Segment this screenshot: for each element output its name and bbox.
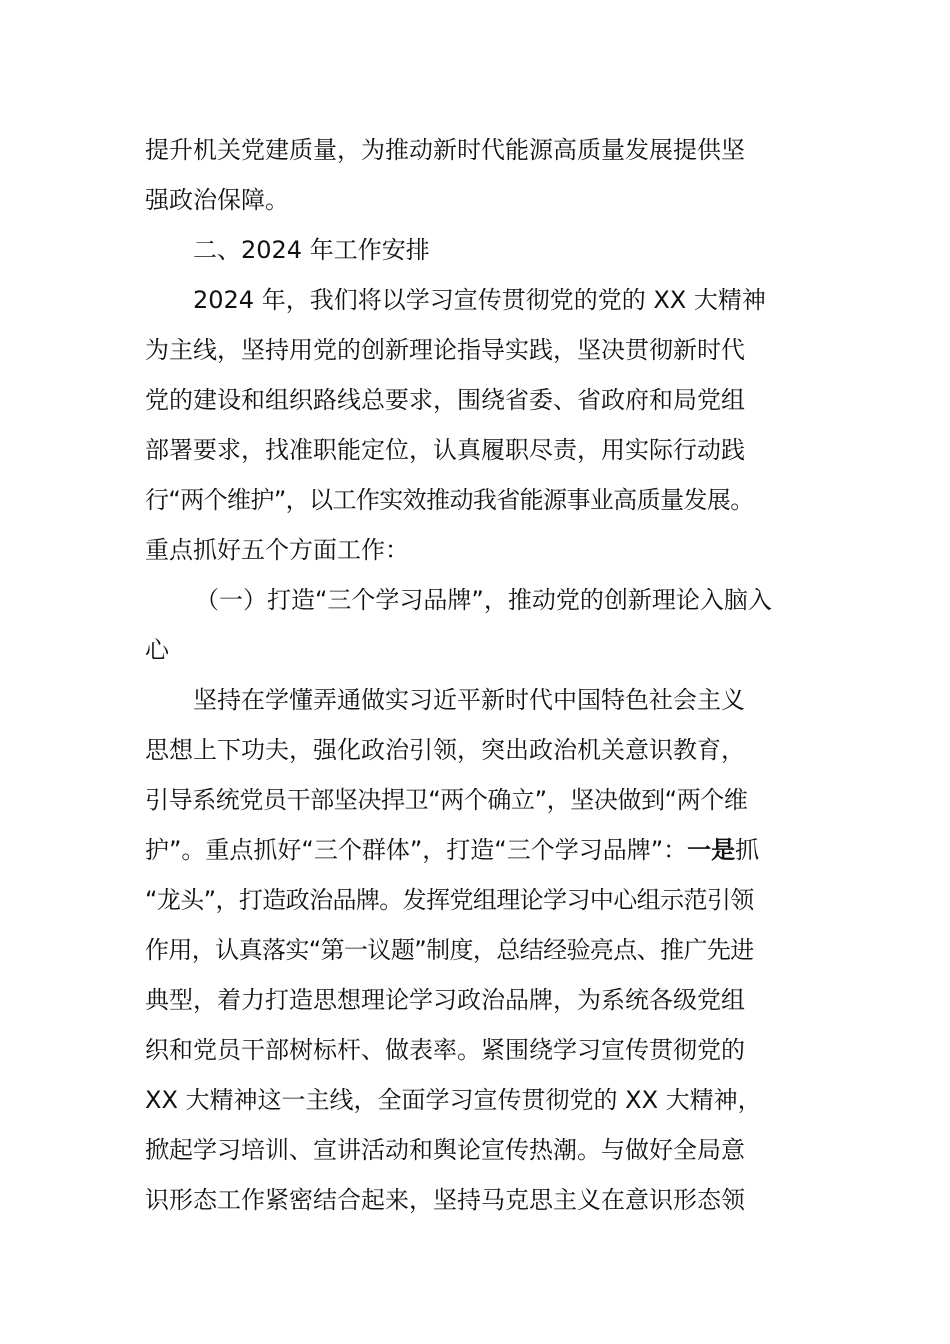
text-line: 重点抓好五个方面工作： [145,536,409,564]
text-line: 织和党员干部树标杆、做表率。紧围绕学习宣传贯彻党的 [145,1036,745,1064]
text-line: 提升机关党建质量，为推动新时代能源高质量发展提供坚 [145,136,745,164]
text-line: 坚持在学懂弄通做实习近平新时代中国特色社会主义 [193,686,745,714]
text-line: 为主线，坚持用党的创新理论指导实践，坚决贯彻新时代 [145,336,745,364]
text-line: “龙头”，打造政治品牌。发挥党组理论学习中心组示范引领 [145,886,754,914]
text-span: 抓 [735,836,760,864]
text-line [145,832,815,868]
text-line: 强政治保障。 [145,186,289,214]
text-line: 识形态工作紧密结合起来，坚持马克思主义在意识形态领 [145,1186,745,1214]
text-line: 作用，认真落实“第一议题”制度，总结经验亮点、推广先进 [145,936,754,964]
text-line: 思想上下功夫，强化政治引领，突出政治机关意识教育， [145,736,745,764]
text-line: 掀起学习培训、宣讲活动和舆论宣传热潮。与做好全局意 [145,1136,745,1164]
text-line: 引导系统党员干部坚决捍卫“两个确立”，坚决做到“两个维 [145,786,748,814]
text-line: 行“两个维护”，以工作实效推动我省能源事业高质量发展。 [145,486,754,514]
text-line: 典型，着力打造思想理论学习政治品牌，为系统各级党组 [145,986,745,1014]
text-span: 护”。重点抓好“三个群体”，打造“三个学习品牌”： [145,836,688,864]
text-line: 2024 年，我们将以学习宣传贯彻党的党的 XX 大精神 [193,286,766,314]
subsection-heading-continued: 心 [145,636,169,664]
text-line: XX 大精神这一主线，全面学习宣传贯彻党的 XX 大精神， [145,1086,762,1114]
emphasis-text: 一是 [687,836,736,864]
section-heading: 二、2024 年工作安排 [193,236,430,264]
subsection-heading: （一）打造“三个学习品牌”，推动党的创新理论入脑入 [195,586,772,614]
text-line: 部署要求，找准职能定位，认真履职尽责，用实际行动践 [145,436,745,464]
text-line: 党的建设和组织路线总要求，围绕省委、省政府和局党组 [145,386,745,414]
